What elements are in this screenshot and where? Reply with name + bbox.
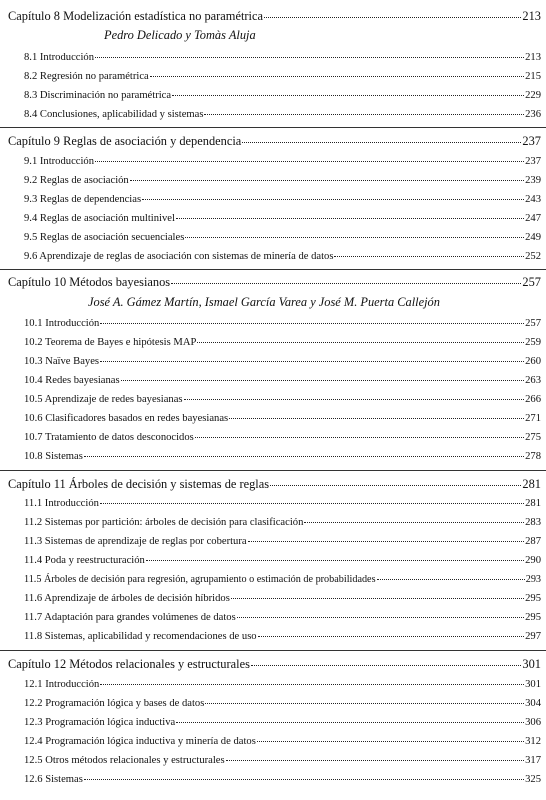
page-number: 317 [525, 755, 541, 766]
page-number: 306 [525, 717, 541, 728]
section-12-4[interactable] [24, 736, 541, 747]
chapter-10-entry[interactable] [8, 275, 541, 290]
page-number: 252 [525, 251, 541, 262]
page-number: 243 [525, 194, 541, 205]
dot-leader [251, 665, 522, 666]
page-number: 213 [522, 9, 541, 23]
section-8-1[interactable] [24, 52, 541, 63]
section-11-7[interactable] [24, 612, 541, 623]
section-title: 8.4 Conclusiones, aplicabilidad y sistemas [24, 109, 204, 120]
page-number: 247 [525, 213, 541, 224]
section-10-4[interactable] [24, 375, 541, 386]
dot-leader [100, 361, 524, 362]
page-number: 281 [522, 477, 541, 491]
section-11-6[interactable] [24, 593, 541, 604]
section-title: 10.6 Clasificadores basados en redes bayesianas [24, 413, 229, 424]
page-number: 257 [522, 275, 541, 289]
page-number: 229 [525, 90, 541, 101]
chapter-title: Capítulo 11 Árboles de decisión y sistemas de reglas [8, 477, 270, 491]
section-title: 8.2 Regresión no paramétrica [24, 71, 149, 82]
chapter-8-authors: Pedro Delicado y Tomàs Aluja [104, 28, 256, 42]
section-title: 12.2 Programación lógica y bases de datos [24, 698, 205, 709]
page-number: 304 [525, 698, 541, 709]
section-9-1[interactable] [24, 156, 541, 167]
page-number: 283 [525, 517, 541, 528]
page-number: 301 [525, 679, 541, 690]
page-number: 263 [525, 375, 541, 386]
dot-leader [257, 741, 524, 742]
page-number: 281 [525, 498, 541, 509]
section-title: 9.6 Aprendizaje de reglas de asociación con sistemas de minería de datos [24, 251, 334, 262]
section-title: 11.1 Introducción [24, 498, 99, 509]
page-number: 325 [525, 774, 541, 785]
dot-leader [130, 180, 524, 181]
dot-leader [100, 503, 524, 504]
section-9-5[interactable] [24, 232, 541, 243]
dot-leader [197, 342, 524, 343]
page-number: 215 [525, 71, 541, 82]
dot-leader [258, 636, 525, 637]
dot-leader [100, 684, 524, 685]
chapter-11-entry[interactable] [8, 477, 541, 492]
dot-leader [100, 323, 524, 324]
dot-leader [334, 256, 524, 257]
section-9-2[interactable] [24, 175, 541, 186]
section-11-4[interactable] [24, 555, 541, 566]
dot-leader [377, 579, 525, 580]
page-number: 257 [525, 318, 541, 329]
section-9-6[interactable] [24, 251, 541, 262]
page-number: 293 [525, 574, 541, 585]
chapter-title: Capítulo 8 Modelización estadística no paramétrica [8, 9, 263, 23]
section-title: 10.7 Tratamiento de datos desconocidos [24, 432, 194, 443]
dot-leader [226, 760, 524, 761]
section-title: 11.7 Adaptación para grandes volúmenes de datos [24, 612, 236, 623]
page-number: 239 [525, 175, 541, 186]
section-title: 11.5 Árboles de decisión para regresión, agrupamiento o estimación de probabilidades [24, 574, 376, 585]
dot-leader [304, 522, 524, 523]
page-number: 259 [525, 337, 541, 348]
page-number: 275 [525, 432, 541, 443]
page-number: 237 [522, 134, 541, 148]
dot-leader [84, 456, 524, 457]
chapter-title: Capítulo 10 Métodos bayesianos [8, 275, 171, 289]
chapter-12-entry[interactable] [8, 657, 541, 672]
dot-leader [264, 17, 521, 18]
section-title: 10.1 Introducción [24, 318, 100, 329]
section-title: 10.2 Teorema de Bayes e hipótesis MAP [24, 337, 197, 348]
section-10-6[interactable] [24, 413, 541, 424]
dot-leader [142, 199, 524, 200]
page-number: 295 [525, 612, 541, 623]
section-10-1[interactable] [24, 318, 541, 329]
dot-leader [248, 541, 525, 542]
dot-leader [184, 399, 525, 400]
section-9-4[interactable] [24, 213, 541, 224]
page-number: 297 [525, 631, 541, 642]
dot-leader [205, 703, 524, 704]
section-12-2[interactable] [24, 698, 541, 709]
dot-leader [150, 76, 524, 77]
dot-leader [176, 218, 524, 219]
section-title: 11.3 Sistemas de aprendizaje de reglas por cobertura [24, 536, 247, 547]
section-10-5[interactable] [24, 394, 541, 405]
dot-leader [84, 779, 524, 780]
section-11-5[interactable] [24, 574, 541, 585]
section-12-5[interactable] [24, 755, 541, 766]
section-title: 10.3 Naïve Bayes [24, 356, 100, 367]
section-8-3[interactable] [24, 90, 541, 101]
section-10-3[interactable] [24, 356, 541, 367]
section-12-1[interactable] [24, 679, 541, 690]
section-title: 12.6 Sistemas [24, 774, 83, 785]
section-title: 11.4 Poda y reestructuración [24, 555, 145, 566]
section-title: 9.3 Reglas de dependencias [24, 194, 142, 205]
section-11-1[interactable] [24, 498, 541, 509]
page-number: 301 [522, 657, 541, 671]
section-title: 11.8 Sistemas, aplicabilidad y recomendaciones de uso [24, 631, 257, 642]
section-title: 12.5 Otros métodos relacionales y estructurales [24, 755, 225, 766]
dot-leader [176, 722, 524, 723]
section-10-8[interactable] [24, 451, 541, 462]
dot-leader [270, 485, 521, 486]
section-title: 10.4 Redes bayesianas [24, 375, 120, 386]
chapter-divider [0, 650, 546, 651]
section-11-3[interactable] [24, 536, 541, 547]
dot-leader [95, 57, 524, 58]
dot-leader [121, 380, 524, 381]
chapter-divider [0, 269, 546, 270]
dot-leader [231, 598, 524, 599]
chapter-divider [0, 127, 546, 128]
section-title: 9.4 Reglas de asociación multinivel [24, 213, 175, 224]
chapter-title: Capítulo 9 Reglas de asociación y dependencia [8, 134, 242, 148]
page-number: 237 [525, 156, 541, 167]
dot-leader [195, 437, 524, 438]
section-10-7[interactable] [24, 432, 541, 443]
page-number: 287 [525, 536, 541, 547]
section-10-2[interactable] [24, 337, 541, 348]
page-number: 249 [525, 232, 541, 243]
section-8-4[interactable] [24, 109, 541, 120]
chapter-10-authors: José A. Gámez Martín, Ismael García Varea y José M. Puerta Callejón [88, 295, 440, 309]
page-number: 295 [525, 593, 541, 604]
section-title: 12.4 Programación lógica inductiva y minería de datos [24, 736, 256, 747]
section-title: 9.5 Reglas de asociación secuenciales [24, 232, 185, 243]
page-number: 278 [525, 451, 541, 462]
page-number: 312 [525, 736, 541, 747]
chapter-9-entry[interactable] [8, 134, 541, 149]
page-number: 260 [525, 356, 541, 367]
dot-leader [204, 114, 524, 115]
section-title: 8.1 Introducción [24, 52, 95, 63]
dot-leader [237, 617, 524, 618]
page-number: 271 [525, 413, 541, 424]
chapter-divider [0, 470, 546, 471]
section-title: 12.3 Programación lógica inductiva [24, 717, 176, 728]
section-title: 10.5 Aprendizaje de redes bayesianas [24, 394, 183, 405]
chapter-8-entry[interactable] [8, 9, 541, 24]
dot-leader [172, 95, 524, 96]
dot-leader [242, 142, 521, 143]
section-8-2[interactable] [24, 71, 541, 82]
section-title: 9.1 Introducción [24, 156, 95, 167]
section-title: 10.8 Sistemas [24, 451, 83, 462]
section-12-3[interactable] [24, 717, 541, 728]
page-number: 213 [525, 52, 541, 63]
dot-leader [146, 560, 524, 561]
section-title: 11.2 Sistemas por partición: árboles de decisión para clasificación [24, 517, 304, 528]
section-title: 8.3 Discriminación no paramétrica [24, 90, 172, 101]
dot-leader [171, 283, 521, 284]
section-9-3[interactable] [24, 194, 541, 205]
page-number: 290 [525, 555, 541, 566]
dot-leader [185, 237, 524, 238]
page-number: 236 [525, 109, 541, 120]
dot-leader [95, 161, 524, 162]
section-11-2[interactable] [24, 517, 541, 528]
section-12-6[interactable] [24, 774, 541, 785]
section-title: 9.2 Reglas de asociación [24, 175, 129, 186]
section-11-8[interactable] [24, 631, 541, 642]
dot-leader [229, 418, 524, 419]
section-title: 12.1 Introducción [24, 679, 100, 690]
section-title: 11.6 Aprendizaje de árboles de decisión híbridos [24, 593, 230, 604]
page-number: 266 [525, 394, 541, 405]
chapter-title: Capítulo 12 Métodos relacionales y estructurales [8, 657, 250, 671]
